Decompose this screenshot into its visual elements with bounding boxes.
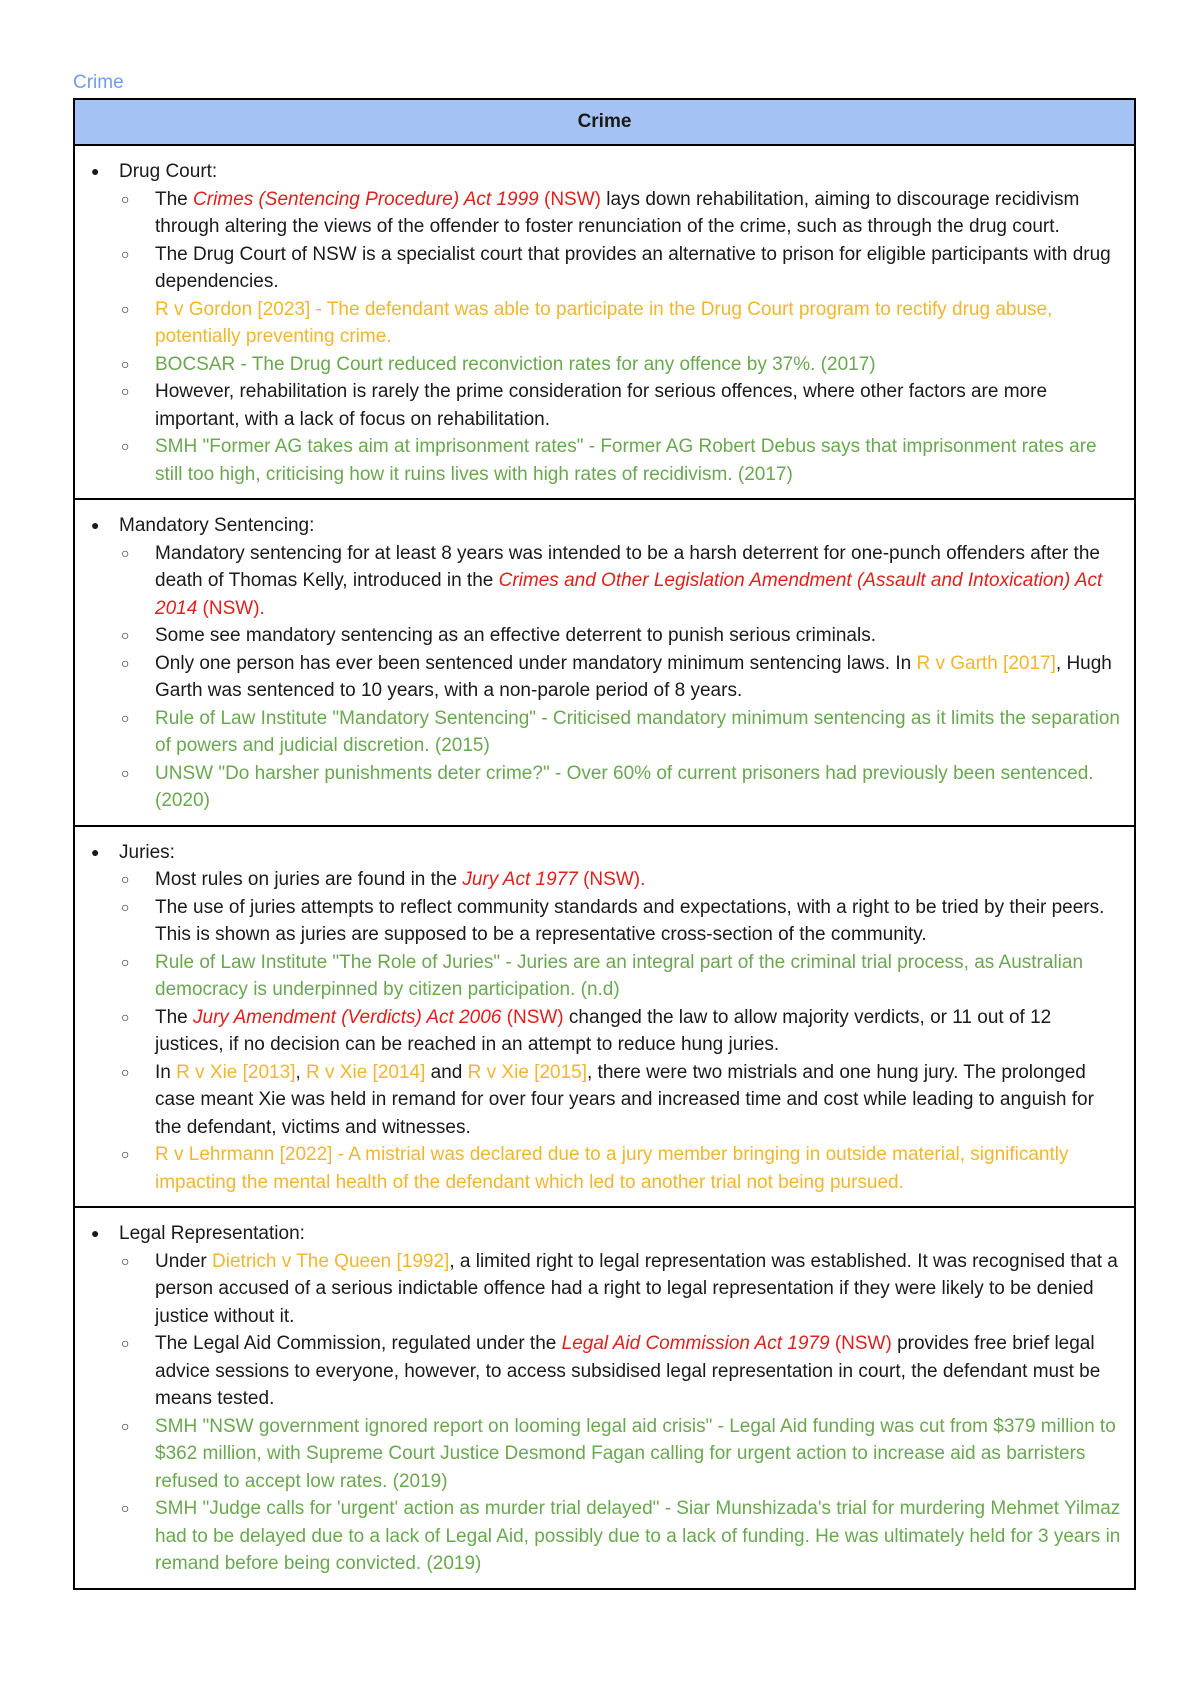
point-text: and [425, 1061, 468, 1083]
section-list [85, 158, 1124, 488]
hollow-bullet-icon: ○ [121, 627, 130, 643]
statute-reference: (NSW). [577, 869, 646, 890]
section-title: Legal Representation: [119, 1223, 305, 1244]
point-text: , a limited right to legal representation was established. It was recognised that a person accused of a serious indictable offence had a right to legal representation if they were likely to be denied justice without it. [155, 1250, 1118, 1327]
section-list-item [91, 512, 1124, 815]
section-cell [74, 145, 1135, 499]
source-reference: UNSW "Do harsher punishments deter crime?" - Over 60% of current prisoners had previously been sentenced. (2020) [155, 762, 1094, 811]
hollow-bullet-icon: ○ [121, 1335, 130, 1351]
hollow-bullet-icon: ○ [121, 898, 130, 915]
section-title: Drug Court: [119, 161, 218, 182]
statute-reference: (NSW) [501, 1006, 564, 1028]
case-reference: R v Garth [2017] [916, 652, 1056, 674]
hollow-bullet-icon: ○ [121, 383, 130, 399]
point-list [119, 1248, 1124, 1578]
hollow-bullet-icon: ○ [121, 190, 130, 207]
statute-reference: (NSW). [197, 597, 265, 619]
source-reference: Rule of Law Institute "The Role of Juries" - Juries are an integral part of the criminal trial process, as Australian democracy is underpinned by citizen participation. (n.d) [155, 951, 1084, 1000]
hollow-bullet-icon: ○ [121, 764, 130, 781]
point-text: The [155, 188, 194, 210]
hollow-bullet-icon: ○ [121, 1008, 130, 1025]
point-text: The Legal Aid Commission, regulated under the [155, 1333, 562, 1354]
section-row [74, 145, 1135, 499]
point-item [121, 241, 1124, 296]
section-cell [74, 499, 1135, 826]
point-text: Most rules on juries are found in the [155, 869, 463, 890]
statute-reference: Jury Amendment (Verdicts) Act 2006 [193, 1006, 502, 1028]
point-text: , Hugh Garth was sentenced to 10 years, with a non-parole period of 8 years. [155, 652, 1112, 701]
filled-bullet-icon: ● [91, 843, 100, 860]
filled-bullet-icon: ● [91, 163, 100, 179]
crime-table [73, 98, 1136, 1590]
point-item [121, 866, 1124, 894]
source-reference: Rule of Law Institute "Mandatory Sentencing" - Criticised mandatory minimum sentencing as it limits the separation of powers and judicial discretion. (2015) [155, 707, 1120, 756]
point-text: However, rehabilitation is rarely the prime consideration for serious offences, where other factors are more important, with a lack of focus on rehabilitation. [155, 381, 1048, 430]
section-list [85, 839, 1124, 1197]
document-heading: Crime [73, 72, 124, 93]
point-text: The Drug Court of NSW is a specialist court that provides an alternative to prison for eligible participants with drug dependencies. [155, 243, 1111, 292]
point-item [121, 378, 1124, 433]
filled-bullet-icon: ● [91, 1225, 100, 1241]
hollow-bullet-icon: ○ [121, 438, 130, 454]
point-item [121, 1495, 1124, 1578]
hollow-bullet-icon: ○ [121, 1252, 130, 1269]
section-row [74, 499, 1135, 826]
source-reference: SMH "NSW government ignored report on looming legal aid crisis" - Legal Aid funding was cut from $379 million to $362 million, with Supreme Court Justice Desmond Fagan calling for urgent action to increase aid as barristers refused to accept low rates. (2019) [155, 1415, 1116, 1492]
hollow-bullet-icon: ○ [121, 355, 130, 372]
hollow-bullet-icon: ○ [121, 709, 130, 726]
section-list-item [91, 158, 1124, 488]
point-item [121, 760, 1124, 815]
case-reference: R v Gordon [2023] - The defendant was able to participate in the Drug Court program to rectify drug abuse, potentially preventing crime. [155, 298, 1053, 347]
point-text: Only one person has ever been sentenced under mandatory minimum sentencing laws. In [155, 652, 917, 674]
table-body [74, 145, 1135, 1589]
point-text: Some see mandatory sentencing as an effective deterrent to punish serious criminals. [155, 625, 876, 646]
case-reference: R v Xie [2015] [467, 1061, 587, 1083]
point-text: Mandatory sentencing for at least 8 years was intended to be a harsh deterrent for one-punch offenders after the death of Thomas Kelly, introduced in the [155, 542, 1100, 591]
point-item [121, 1248, 1124, 1331]
point-text: lays down rehabilitation, aiming to discourage recidivism through altering the views of the offender to foster renunciation of the crime, such as through the drug court. [155, 188, 1080, 237]
statute-reference: Jury Act 1977 [462, 869, 578, 890]
point-text: provides free brief legal advice sessions to everyone, however, to access subsidised legal representation in court, the defendant must be means tested. [155, 1333, 1101, 1409]
section-list [85, 1220, 1124, 1578]
section-row [74, 826, 1135, 1208]
point-text: In [155, 1061, 177, 1083]
filled-bullet-icon: ● [91, 517, 100, 533]
point-item [121, 1059, 1124, 1142]
point-item [121, 622, 1124, 650]
hollow-bullet-icon: ○ [121, 1063, 130, 1080]
statute-reference: Crimes and Other Legislation Amendment (Assault and Intoxication) Act 2014 [155, 570, 1103, 619]
section-list-item [91, 1220, 1124, 1578]
point-item [121, 1004, 1124, 1059]
source-reference: SMH "Judge calls for 'urgent' action as murder trial delayed" - Siar Munshizada's trial for murdering Mehmet Yilmaz had to be delayed due to a lack of Legal Aid, possibly due to a lack of funding. He was ultimately held for 3 years in remand before being convicted. (2019) [155, 1498, 1121, 1574]
hollow-bullet-icon: ○ [121, 1417, 130, 1434]
hollow-bullet-icon: ○ [121, 953, 130, 970]
case-reference: R v Lehrmann [2022] - A mistrial was declared due to a jury member bringing in outside material, significantly impacting the mental health of the defendant which led to another trial not being pursued. [155, 1144, 1069, 1193]
section-list-item [91, 839, 1124, 1197]
hollow-bullet-icon: ○ [121, 1500, 130, 1516]
point-list [119, 186, 1124, 489]
hollow-bullet-icon: ○ [121, 300, 130, 317]
hollow-bullet-icon: ○ [121, 544, 130, 561]
source-reference: SMH "Former AG takes aim at imprisonment rates" - Former AG Robert Debus says that imprisonment rates are still too high, criticising how it ruins lives with high rates of recidivism. (2017) [155, 436, 1097, 485]
point-text: Under [155, 1250, 213, 1272]
section-row [74, 1207, 1135, 1589]
point-item [121, 949, 1124, 1004]
hollow-bullet-icon: ○ [121, 654, 130, 671]
point-item [121, 1413, 1124, 1496]
point-text: The [155, 1006, 194, 1028]
point-item [121, 705, 1124, 760]
point-text: , there were two mistrials and one hung jury. The prolonged case meant Xie was held in remand for over four years and increased time and cost while leading to anguish for the defendant, victims and witnesses. [155, 1061, 1094, 1138]
section-cell [74, 826, 1135, 1208]
source-reference: BOCSAR - The Drug Court reduced reconviction rates for any offence by 37%. (2017) [155, 353, 876, 375]
point-item [121, 186, 1124, 241]
table-title: Crime [74, 99, 1135, 145]
point-item [121, 650, 1124, 705]
point-text: changed the law to allow majority verdicts, or 11 out of 12 justices, if no decision can be reached in an attempt to reduce hung juries. [155, 1006, 1052, 1055]
point-item [121, 351, 1124, 379]
point-list [119, 540, 1124, 815]
point-item [121, 1330, 1124, 1413]
hollow-bullet-icon: ○ [121, 245, 130, 262]
point-text: The use of juries attempts to reflect community standards and expectations, with a right to be tried by their peers. This is shown as juries are supposed to be a representative cross-section of the community. [155, 896, 1105, 945]
point-item [121, 296, 1124, 351]
statute-reference: Legal Aid Commission Act 1979 [561, 1333, 830, 1354]
section-list [85, 512, 1124, 815]
point-item [121, 1141, 1124, 1196]
point-item [121, 894, 1124, 949]
hollow-bullet-icon: ○ [121, 1146, 130, 1162]
hollow-bullet-icon: ○ [121, 871, 130, 887]
statute-reference: (NSW) [538, 188, 601, 210]
statute-reference: Crimes (Sentencing Procedure) Act 1999 [193, 188, 539, 210]
point-item [121, 540, 1124, 623]
section-title: Juries: [119, 841, 175, 863]
point-item [121, 433, 1124, 488]
section-title: Mandatory Sentencing: [119, 515, 315, 536]
section-cell [74, 1207, 1135, 1589]
point-text: , [295, 1061, 307, 1083]
point-list [119, 866, 1124, 1196]
case-reference: R v Xie [2014] [306, 1061, 426, 1083]
statute-reference: (NSW) [829, 1333, 892, 1354]
case-reference: R v Xie [2013] [176, 1061, 296, 1083]
case-reference: Dietrich v The Queen [1992] [212, 1250, 450, 1272]
